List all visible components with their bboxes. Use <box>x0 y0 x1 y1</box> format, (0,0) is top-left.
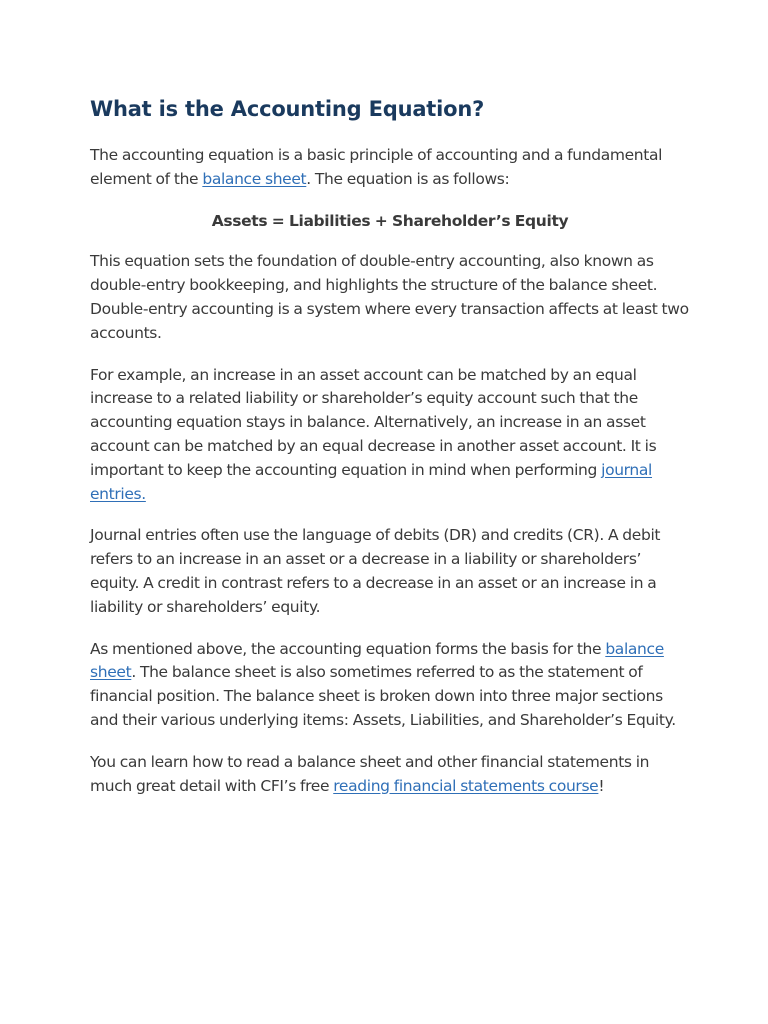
course-paragraph <box>90 751 690 799</box>
intro-text-after: . The equation is as follows: <box>306 169 510 188</box>
article-title: What is the Accounting Equation? <box>90 97 485 121</box>
intro-text-before: The accounting equation is a basic principle of accounting and a fundamental element of the <box>90 146 663 188</box>
balance-sheet-link[interactable]: balance sheet <box>202 169 307 188</box>
intro-paragraph <box>90 144 690 192</box>
balance-sheet-link-2[interactable]: balance sheet <box>90 639 664 682</box>
balance-text-before: As mentioned above, the accounting equation forms the basis for the <box>90 639 606 658</box>
course-text-after: ! <box>598 776 605 795</box>
double-entry-paragraph: This equation sets the foundation of double-entry accounting, also known as double-entry bookkeeping, and highlights the structure of the balance sheet. Double-entry accounting is a system where every transaction affects at least two accounts. <box>90 252 689 342</box>
example-text: For example, an increase in an asset account can be matched by an equal increase to a related liability or shareholder’s equity account such that the accounting equation stays in balance. Alternatively, an increase in an asset account can be matched by an equal decrease in another asset account. It is important to keep the accounting equation in mind when performing <box>90 365 657 479</box>
accounting-equation: Assets = Liabilities + Shareholder’s Equity <box>211 211 569 230</box>
course-text-before: You can learn how to read a balance sheet and other financial statements in much great detail with CFI’s free <box>90 752 650 795</box>
example-paragraph <box>90 364 690 507</box>
journal-paragraph: Journal entries often use the language of debits (DR) and credits (CR). A debit refers to an increase in an asset or a decrease in a liability or shareholders’ equity. A credit in contrast refers to a decrease in an asset or an increase in a liability or shareholders’ equity. <box>90 526 661 616</box>
journal-entries-link[interactable]: journal entries. <box>90 460 653 503</box>
financial-statements-course-link[interactable]: reading financial statements course <box>333 776 599 795</box>
balance-sheet-paragraph <box>90 638 690 733</box>
article <box>90 94 690 816</box>
balance-text-after: . The balance sheet is also sometimes referred to as the statement of financial position. The balance sheet is broken down into three major sections and their various underlying items: Assets, Liabilities, and Shareholder’s Equity. <box>90 663 676 729</box>
